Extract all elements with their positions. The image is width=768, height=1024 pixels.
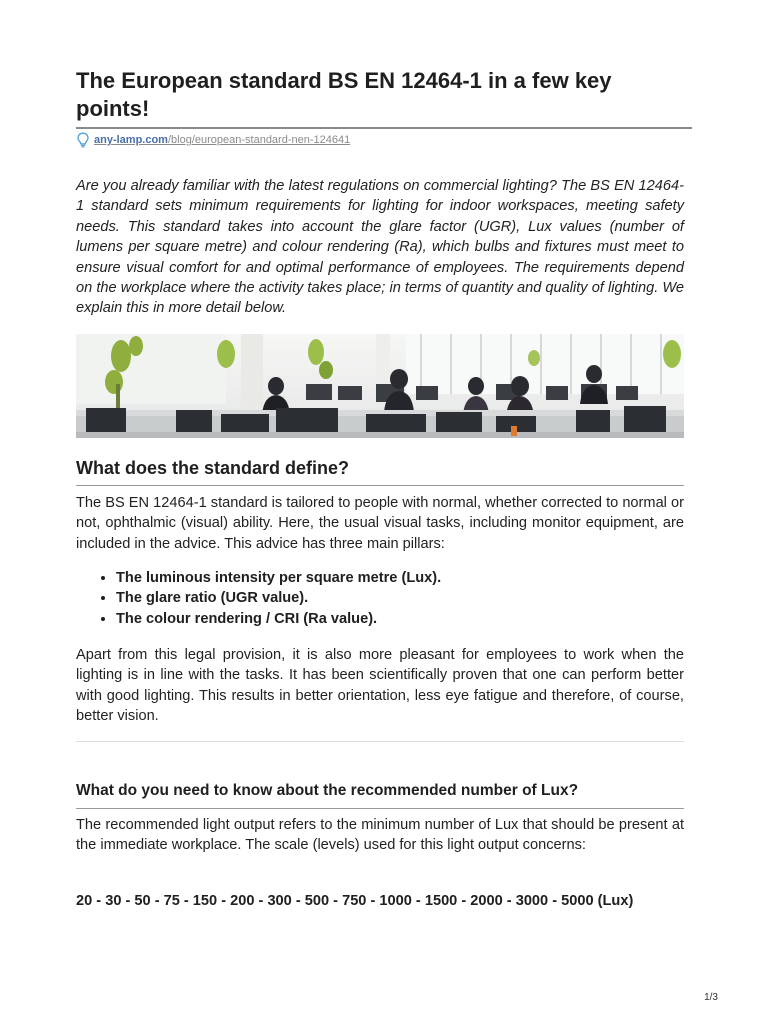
list-item: • The luminous intensity per square metre (Lux). (116, 568, 684, 588)
source-link[interactable]: any-lamp.com/blog/european-standard-nen-124641 (94, 134, 351, 146)
intro-paragraph: Are you already familiar with the latest regulations on commercial lighting? The BS EN 12464-1 standard sets minimum requirements for lighting for indoor workspaces, meeting safety needs. This standard takes into account the glare factor (UGR), Lux values (number of lumens per square metre) and colour rendering (Ra), which bulbs and fixtures must meet to ensure visual comfort for and optimal performance of employees. The requirements depend on the workplace where the activity takes place; in terms of quantity and quality of lighting. We explain this in more detail below. (76, 178, 684, 317)
list-item: • The colour rendering / CRI (Ra value). (116, 609, 684, 629)
section-divider (76, 808, 684, 809)
pillars-list (76, 568, 684, 629)
page-number: 1/3 (704, 992, 718, 1003)
article-title: The European standard BS EN 12464-1 in a few key points! (76, 68, 612, 121)
lux-paragraph: The recommended light output refers to the minimum number of Lux that should be present at the immediate workplace. The scale (levels) used for this light output concerns: (76, 817, 684, 854)
section-divider (76, 485, 684, 486)
office-photo (76, 334, 684, 438)
benefits-paragraph: Apart from this legal provision, it is also more pleasant for employees to work when the lighting is in line with the tasks. It has been scientifically proven that one can perform better with good lighting. This results in better orientation, less eye fatigue and therefore, of course, better vision. (76, 647, 684, 725)
lightbulb-icon (76, 132, 90, 148)
source-link-row (76, 132, 350, 148)
section-heading-lux: What do you need to know about the recommended number of Lux? (76, 782, 579, 799)
separator (76, 741, 684, 742)
section-heading-standard: What does the standard define? (76, 458, 350, 478)
title-divider (76, 127, 692, 129)
lux-scale: 20 - 30 - 50 - 75 - 150 - 200 - 300 - 500 - 750 - 1000 - 1500 - 2000 - 3000 - 5000 (Lux) (76, 893, 634, 909)
standard-paragraph: The BS EN 12464-1 standard is tailored to people with normal, whether corrected to normal or not, ophthalmic (visual) ability. Here, the usual visual tasks, including monitor equipment, are included in the advice. This advice has three main pillars: (76, 495, 684, 552)
list-item: • The glare ratio (UGR value). (116, 588, 684, 608)
